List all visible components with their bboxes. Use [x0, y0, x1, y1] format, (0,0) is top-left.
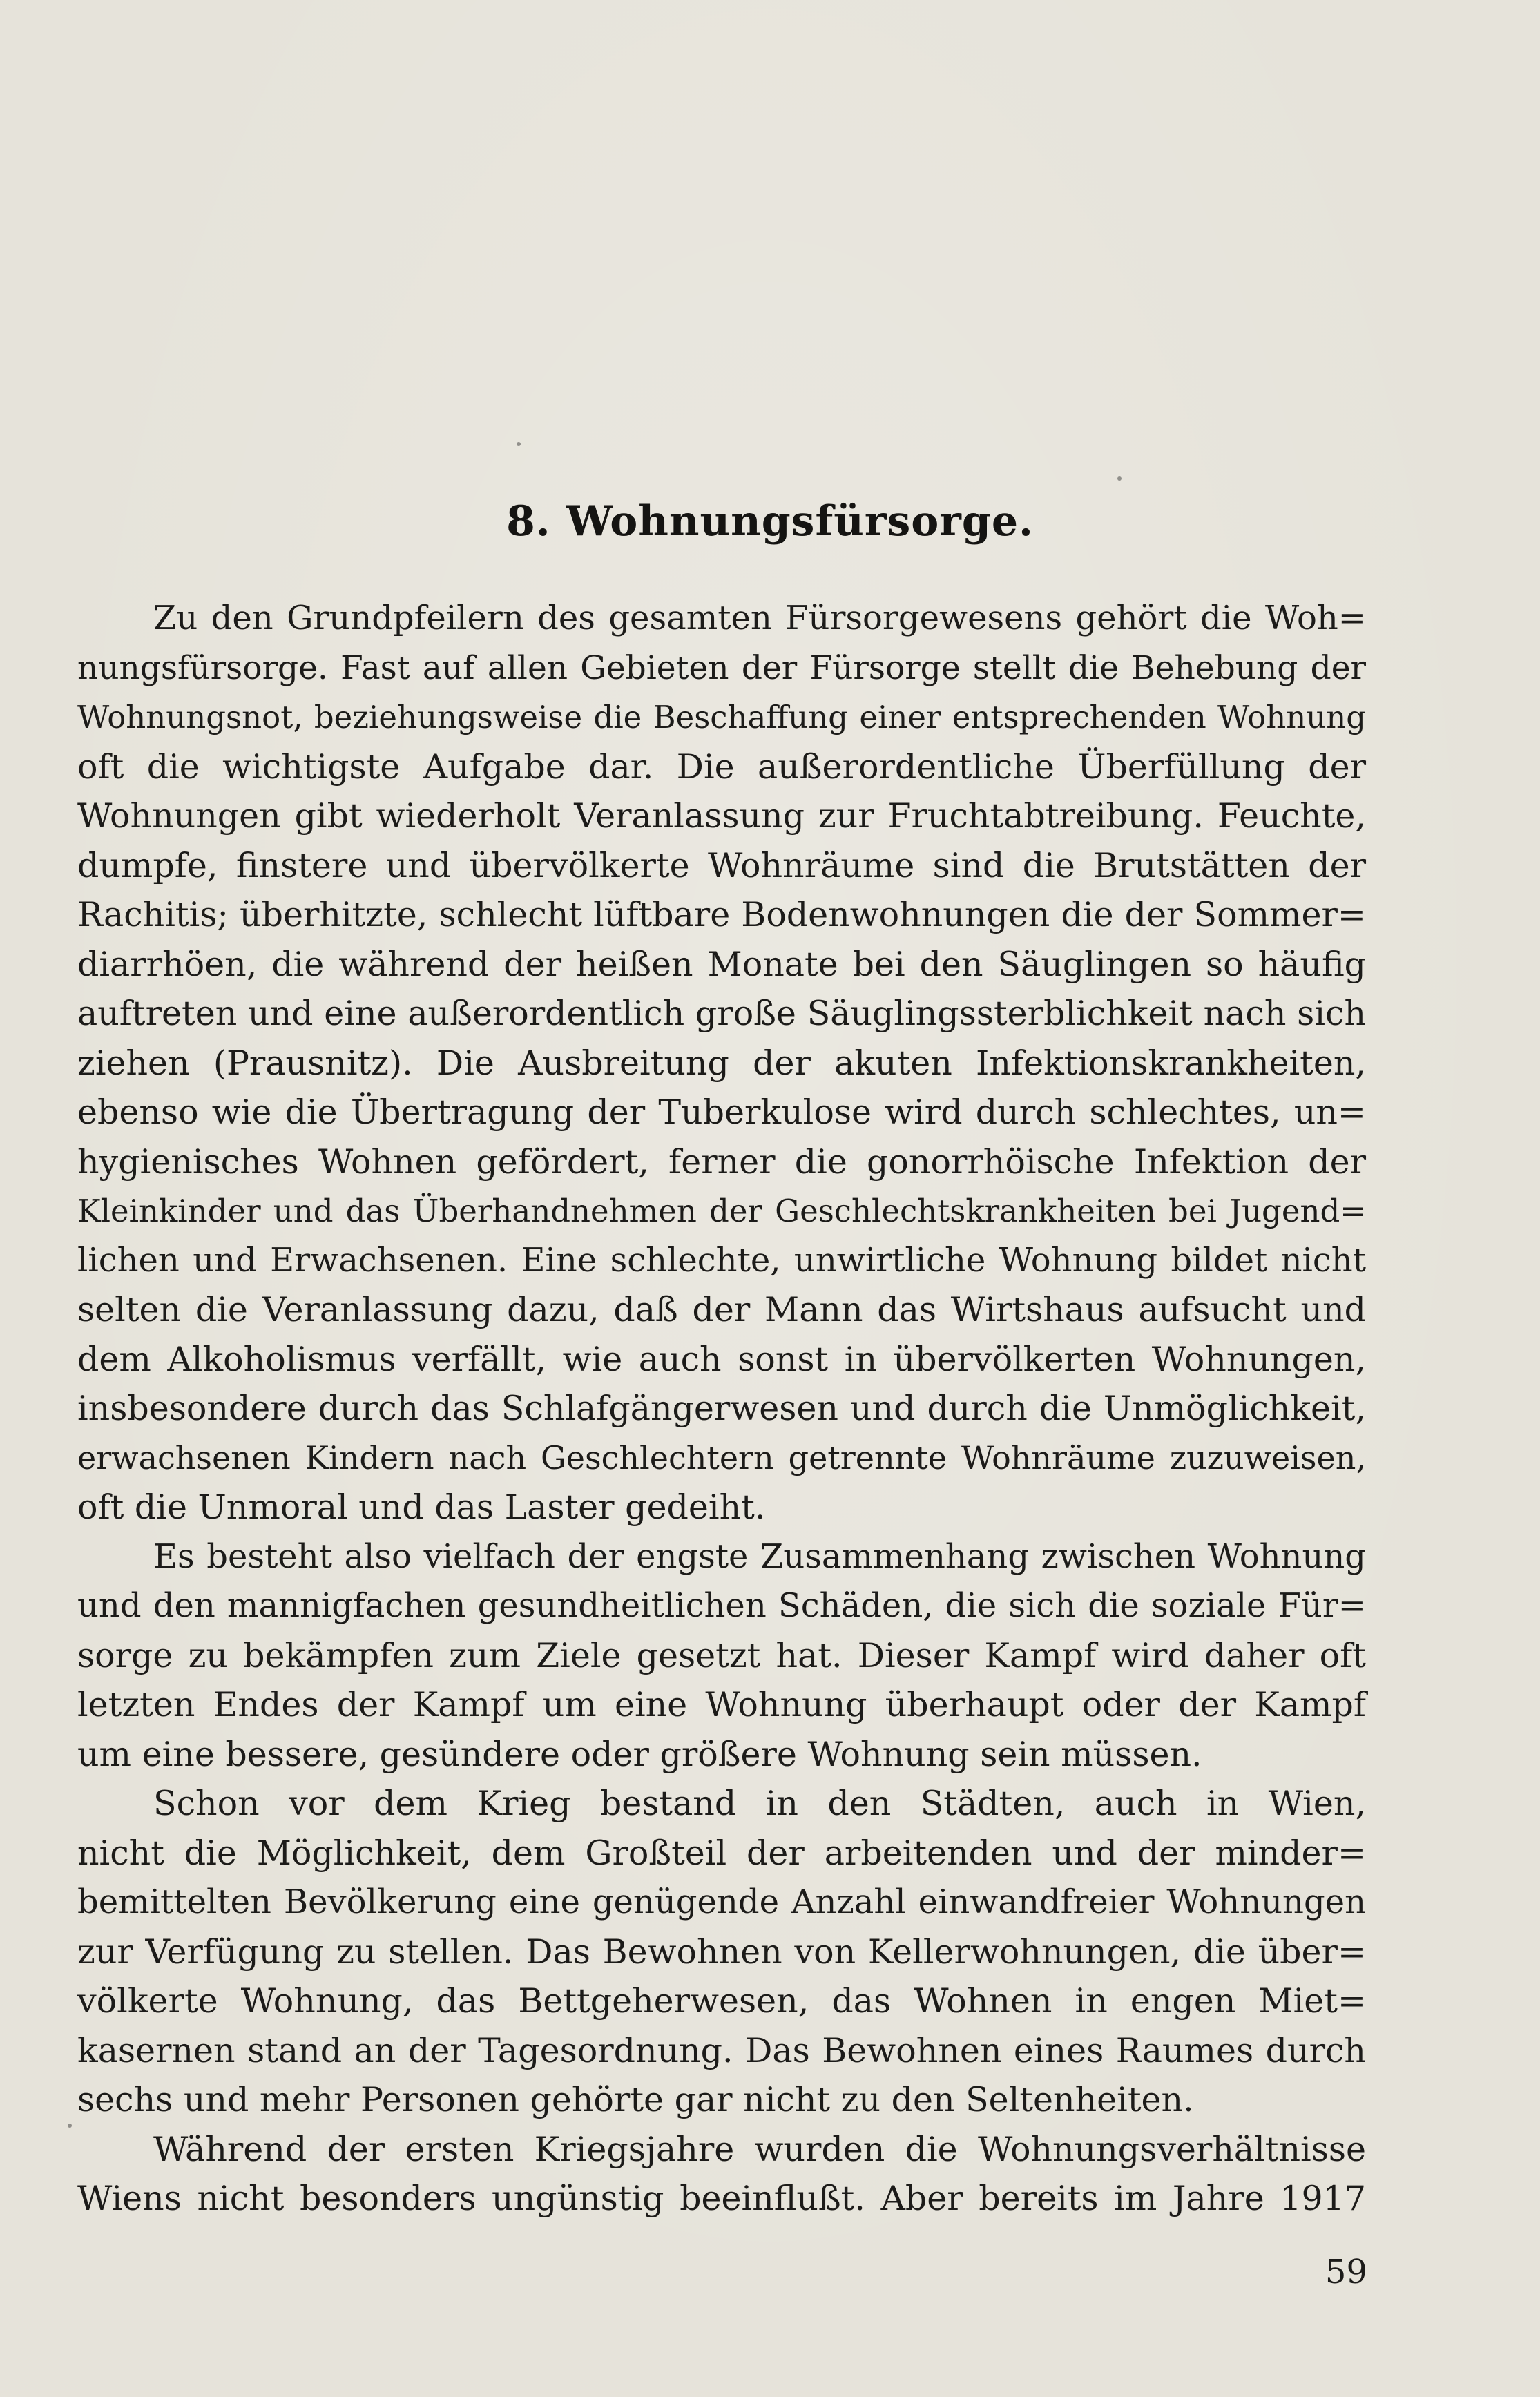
text-line: zur Verfügung zu stellen. Das Bewohnen von Kellerwohnungen, die über= — [77, 1932, 1366, 1972]
text-line: dem Alkoholismus verfällt, wie auch sonst in übervölkerten Wohnungen, — [77, 1339, 1366, 1379]
text-line: bemittelten Bevölkerung eine genügende Anzahl einwandfreier Wohnungen — [77, 1883, 1366, 1921]
section-number: 8. — [506, 497, 551, 546]
text-line: selten die Veranlassung dazu, daß der Mann das Wirtshaus aufsucht und — [77, 1290, 1366, 1329]
paragraph — [77, 1532, 1366, 1780]
paragraph — [77, 594, 1366, 1532]
speck — [68, 2124, 72, 2128]
text-line: hygienisches Wohnen gefördert, ferner die gonorrhöische Infektion der — [77, 1142, 1366, 1182]
page-number: 59 — [1325, 2253, 1367, 2291]
text-line: Wohnungsnot, beziehungsweise die Beschaffung einer entsprechenden Wohnung — [77, 699, 1366, 735]
speck — [517, 442, 521, 446]
text-line: Rachitis; überhitzte, schlecht lüftbare Bodenwohnungen die der Sommer= — [77, 895, 1366, 934]
text-line: lichen und Erwachsenen. Eine schlechte, unwirtliche Wohnung bildet nicht — [77, 1240, 1366, 1280]
speck — [1117, 476, 1122, 481]
bleed-through-text — [76, 186, 1374, 235]
text-line: Wohnungen gibt wiederholt Veranlassung zur Fruchtabtreibung. Feuchte, — [77, 796, 1366, 836]
text-line: auftreten und eine außerordentlich große Säuglingssterblichkeit nach sich — [77, 994, 1366, 1033]
text-line: nicht die Möglichkeit, dem Großteil der arbeitenden und der minder= — [77, 1833, 1366, 1873]
text-line: oft die Unmoral und das Laster gedeiht. — [77, 1488, 766, 1527]
text-line: Wiens nicht besonders ungünstig beeinflußt. Aber bereits im Jahre 1917 — [77, 2179, 1366, 2218]
text-line: Kleinkinder und das Überhandnehmen der Geschlechtskrankheiten bei Jugend= — [77, 1193, 1366, 1229]
body-text — [77, 594, 1366, 2224]
text-line: erwachsenen Kindern nach Geschlechtern getrennte Wohnräume zuzuweisen, — [77, 1438, 1366, 1476]
section-heading — [0, 497, 1540, 546]
text-line: kasernen stand an der Tagesordnung. Das Bewohnen eines Raumes durch — [77, 2030, 1366, 2070]
section-title: Wohnungsfürsorge. — [566, 497, 1034, 546]
paragraph — [77, 1779, 1366, 2125]
text-line: sechs und mehr Personen gehörte gar nicht zu den Seltenheiten. — [77, 2080, 1194, 2119]
text-line: ziehen (Prausnitz). Die Ausbreitung der akuten Infektionskrankheiten, — [77, 1043, 1366, 1083]
text-line: völkerte Wohnung, das Bettgeherwesen, das Wohnen in engen Miet= — [77, 1981, 1366, 2021]
text-line: nungsfürsorge. Fast auf allen Gebieten der Fürsorge stellt die Behebung der — [77, 648, 1366, 687]
text-line: um eine bessere, gesündere oder größere Wohnung sein müssen. — [77, 1734, 1202, 1774]
text-line: insbesondere durch das Schlafgängerwesen und durch die Unmöglichkeit, — [77, 1389, 1366, 1428]
text-line: Es besteht also vielfach der engste Zusammenhang zwischen Wohnung — [153, 1537, 1366, 1576]
text-line: Zu den Grundpfeilern des gesamten Fürsorgewesens gehört die Woh= — [153, 599, 1366, 637]
text-line: Schon vor dem Krieg bestand in den Städten, auch in Wien, — [153, 1784, 1366, 1823]
text-line: dumpfe, finstere und übervölkerte Wohnräume sind die Brutstätten der — [77, 845, 1366, 885]
text-line: oft die wichtigste Aufgabe dar. Die außerordentliche Überfüllung der — [77, 747, 1366, 787]
text-line: ebenso wie die Übertragung der Tuberkulose wird durch schlechtes, un= — [77, 1092, 1366, 1132]
text-line: diarrhöen, die während der heißen Monate bei den Säuglingen so häufig — [77, 944, 1366, 984]
text-line: sorge zu bekämpfen zum Ziele gesetzt hat. Dieser Kampf wird daher oft — [77, 1635, 1366, 1675]
text-line: Während der ersten Kriegsjahre wurden die Wohnungsverhältnisse — [153, 2129, 1366, 2169]
text-line: letzten Endes der Kampf um eine Wohnung überhaupt oder der Kampf — [77, 1685, 1366, 1724]
text-line: und den mannigfachen gesundheitlichen Schäden, die sich die soziale Für= — [77, 1586, 1366, 1625]
paragraph — [77, 2125, 1366, 2224]
